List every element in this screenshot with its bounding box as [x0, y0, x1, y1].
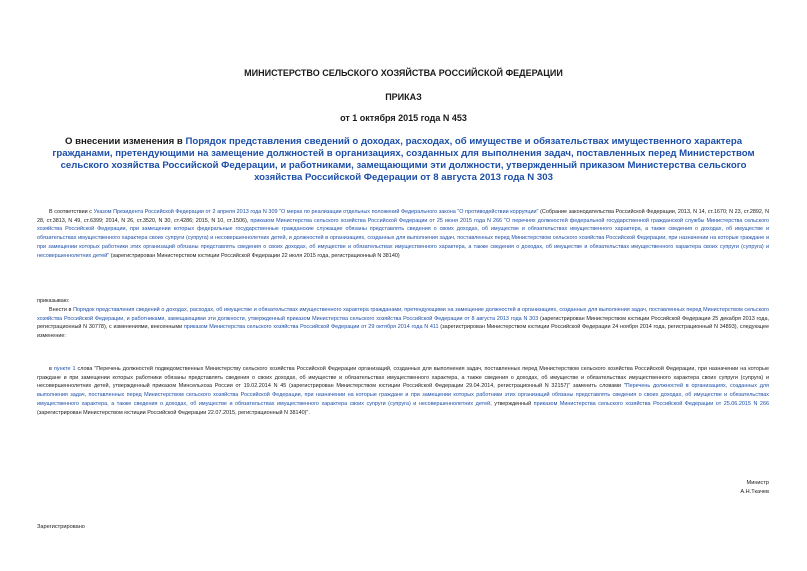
- point-1-link[interactable]: пункте 1: [53, 366, 76, 372]
- order-266-date-link[interactable]: приказом Министерства сельского хозяйства Российской Федерации от 25.06.2015 N 266: [533, 400, 770, 407]
- ministry-order-411-link[interactable]: приказом Министерства сельского хозяйства Российской Федерации от 29 октября 2014 года N 411: [183, 324, 439, 331]
- order-verb: приказываю:: [37, 298, 70, 304]
- title-link[interactable]: Порядок представления сведений о доходах, расходах, об имуществе и обязательствах имущественного характера гражданами, претендующими на замещение должностей в организациях, созданных для выполнения задач, поставленных перед Министерством сельского хозяйства Российской Федерации, и работниками, замещающими эти должности, утвержденный приказом Министерства сельского хозяйства Российской Федерации от 8 августа 2013 года N 303: [52, 136, 755, 183]
- preamble-text-1: В соответствии с: [49, 209, 94, 215]
- change-text-2: слова "Перечень должностей подведомственных Министерству сельского хозяйства Российской Федерации организаций, созданных для выполнения задач, поставленных перед Министерством сельского хозяйства Российской Федерации, при назначении на которые граждане и при замещении которых работники обязаны представлять сведения о своих доходах, об имуществе и обязательствах имущественного характера, а также сведения о доходах, об имуществе и обязательствах имущественного характера своих супруги (супруга) и несовершеннолетних детей, утвержденный приказом Минсельхоза России от 19.02.2014 N 45 (зарегистрирован Министерством юстиции Российской Федерации 29.04.2014, регистрационный N 32157)" заменить словами ": [37, 366, 769, 390]
- amendment-text-1: Внести в: [49, 307, 74, 313]
- positions-list-link[interactable]: Перечень должностей в организациях, созданных для выполнения задач, поставленных перед Министерством сельского хозяйства Российской Федерации, при назначении на которые граждане и при замещении которых работники этих организаций обязаны представлять сведения о своих доходах, об имуществе и обязательствах имущественного характера, а также сведения о доходах, об имуществе и обязательствах имущественного характера своих супруги (супруга) и несовершеннолетних детей: [37, 383, 769, 407]
- amendment-text-3: (зарегистрирован Министерством юстиции Российской Федерации 24 ноября 2014 года, регистрационный N 34893), следующее изменение:: [37, 324, 769, 340]
- preamble-paragraph: [37, 208, 769, 260]
- ministry-heading: МИНИСТЕРСТВО СЕЛЬСКОГО ХОЗЯЙСТВА РОССИЙСКОЙ ФЕДЕРАЦИИ: [244, 68, 563, 78]
- ministry-order-266-link[interactable]: приказом Министерства сельского хозяйства Российской Федерации от 25 июня 2015 года N 266 "О перечнях должностей федеральной государственной гражданской службы Министерства сельского хозяйства Российской Федерации, при замещении которых федеральные государственные гражданские служащие обязаны представлять сведения о своих доходах, об имуществе и обязательствах имущественного характера, а также сведения о доходах, об имуществе и обязательствах имущественного характера своих супруги (супруга) и несовершеннолетних детей, и должностей в организациях, созданных для выполнения задач, поставленных перед Министерством сельского хозяйства Российской Федерации, при назначении на которые граждане и при замещении которых работники этих организаций обязаны представлять сведения о своих доходах, об имуществе и обязательствах имущественного характера, а также сведения о доходах, об имуществе и обязательствах имущественного характера своих супруги (супруга) и несовершеннолетних детей": [37, 217, 770, 259]
- preamble-text-2: (Собрание законодательства Российской Федерации, 2013, N 14, ст.1670; N 23, ст.2892, N 28, ст.3813, N 49, ст.6399; 2014, N 26, ст.3520, N 30, ст.4286; 2015, N 10, ст.1506),: [37, 209, 769, 224]
- document-type-heading: ПРИКАЗ: [385, 92, 422, 102]
- change-text-4: (зарегистрирован Министерством юстиции Российской Федерации 22.07.2015, регистрационный N 38140)".: [37, 409, 310, 416]
- document-title: [48, 136, 759, 184]
- change-paragraph: [37, 365, 769, 417]
- title-text: О внесении изменения в: [64, 136, 186, 147]
- signatory-name: А.Н.Ткачев: [740, 489, 769, 495]
- change-text-1: в: [49, 366, 54, 372]
- president-decree-link[interactable]: Указом Президента Российской Федерации от 2 апреля 2013 года N 309 "О мерах по реализации отдельных положений Федерального закона "О противодействии коррупции": [93, 209, 539, 215]
- preamble-text-3: (зарегистрирован Министерством юстиции Российской Федерации 22 июля 2015 года, регистрационный N 38140): [109, 252, 400, 259]
- amendment-text-2: (зарегистрирован Министерством юстиции Российской Федерации 25 декабря 2013 года, регистрационный N 30778), с изменениями, внесенными: [37, 315, 769, 331]
- signatory-position: Министр: [746, 480, 769, 486]
- change-text-3: , утвержденный: [490, 400, 534, 407]
- document-date-number: от 1 октября 2015 года N 453: [340, 113, 467, 123]
- registration-note: Зарегистрировано: [37, 524, 85, 530]
- procedure-link[interactable]: Порядок представления сведений о доходах, расходах, об имуществе и обязательствах имущественного характера гражданами, претендующими на замещение должностей в организациях, созданных для выполнения задач, поставленных перед Министерством сельского хозяйства Российской Федерации, и работниками, замещающими эти должности, утвержденный приказом Министерства сельского хозяйства Российской Федерации от 8 августа 2013 года N 303: [37, 307, 769, 322]
- amendment-paragraph: [37, 306, 769, 341]
- signature-block: [740, 479, 769, 497]
